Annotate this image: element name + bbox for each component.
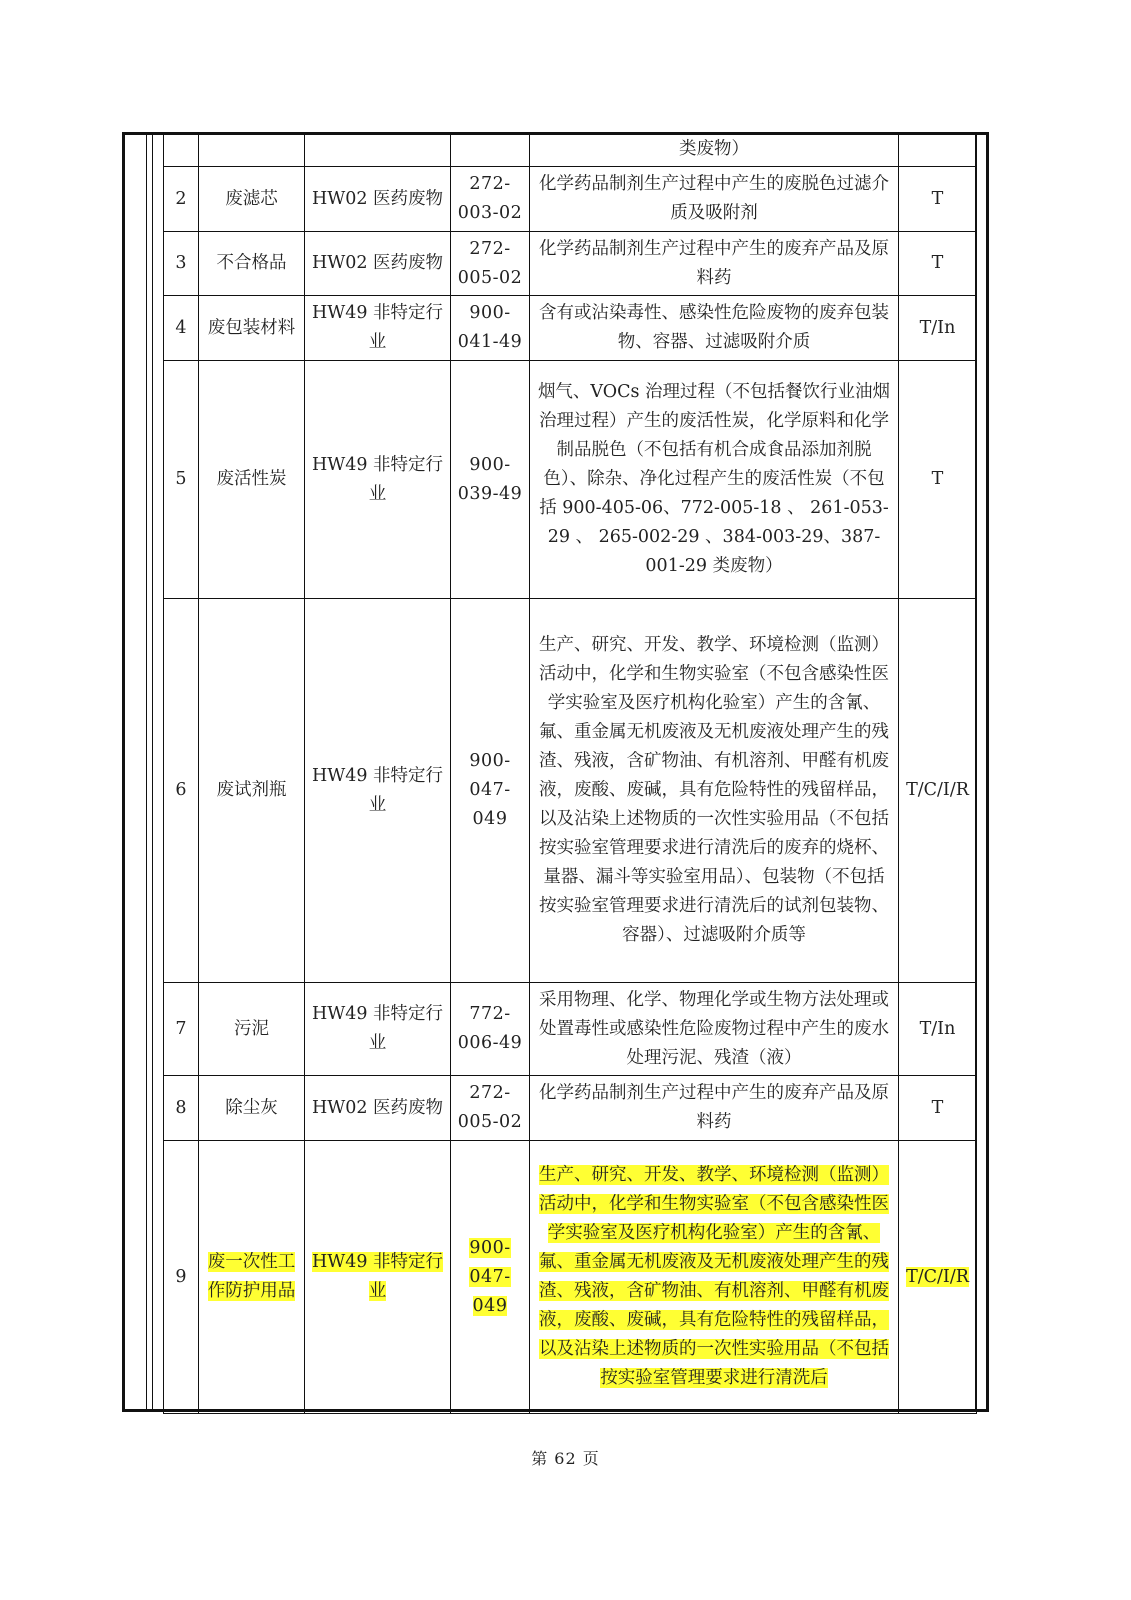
waste-description-cell: [530, 1141, 899, 1414]
waste-name-cell: [199, 983, 305, 1076]
waste-category-cell: [305, 1076, 451, 1141]
waste-name-cell: [199, 296, 305, 361]
waste-name: 污泥: [234, 1018, 269, 1039]
hazard-characteristic: T/C/I/R: [906, 780, 969, 800]
row-number: 5: [175, 469, 187, 489]
waste-name-cell: [199, 1076, 305, 1141]
table-row: [164, 232, 977, 296]
waste-code: 900-047-049: [469, 1237, 511, 1316]
row-number: 6: [175, 780, 187, 800]
hazard-characteristic: T/In: [919, 1018, 956, 1039]
waste-category: HW49 非特定行业: [311, 765, 444, 815]
waste-category-cell: [305, 1141, 451, 1414]
frame-rule-left-2: [152, 132, 153, 1412]
waste-name: 废滤芯: [225, 188, 278, 209]
waste-category-cell: [305, 361, 451, 599]
waste-category-cell: [305, 133, 451, 167]
waste-name-cell: [199, 1141, 305, 1414]
waste-name: 不合格品: [216, 253, 287, 273]
hazard-characteristic-cell: [899, 133, 977, 167]
waste-code-cell: [451, 232, 530, 296]
waste-code: 900-047-049: [469, 751, 511, 829]
waste-name-cell: [199, 167, 305, 232]
waste-code-cell: [451, 361, 530, 599]
hazard-characteristic-cell: [899, 361, 977, 599]
table-row: [164, 1076, 977, 1141]
hazard-characteristic-cell: [899, 1076, 977, 1141]
waste-category: HW02 医药废物: [311, 253, 444, 273]
waste-category: HW49 非特定行业: [311, 1252, 444, 1301]
hazard-characteristic: T: [931, 1097, 944, 1118]
hazardous-waste-table: [163, 132, 977, 1414]
row-number: 2: [175, 188, 187, 209]
hazard-characteristic: T: [931, 469, 944, 489]
waste-code-cell: [451, 296, 530, 361]
row-number-cell: [164, 1141, 199, 1414]
row-number-cell: [164, 167, 199, 232]
waste-name-cell: [199, 599, 305, 983]
waste-code-cell: [451, 133, 530, 167]
waste-name: 废一次性工作防护用品: [207, 1252, 296, 1301]
waste-description-cell: [530, 232, 899, 296]
hazard-characteristic: T/In: [919, 317, 956, 338]
waste-description: 化学药品制剂生产过程中产生的废弃产品及原料药: [539, 238, 889, 288]
row-number-cell: [164, 983, 199, 1076]
waste-category-cell: [305, 599, 451, 983]
waste-code: 772-006-49: [457, 1004, 523, 1053]
waste-description: 类废物）: [679, 139, 749, 159]
waste-code: 272-005-02: [457, 238, 523, 288]
waste-code: 272-005-02: [457, 1083, 523, 1132]
waste-name-cell: [199, 361, 305, 599]
waste-description-cell: [530, 983, 899, 1076]
waste-description: 化学药品制剂生产过程中产生的废弃产品及原料药: [539, 1083, 889, 1132]
waste-code: 272-003-02: [457, 174, 523, 223]
hazard-characteristic: T: [931, 253, 944, 273]
waste-description: 生产、研究、开发、教学、环境检测（监测）活动中，化学和生物实验室（不包含感染性医学实验室及医疗机构化验室）产生的含氰、氟、重金属无机废液及无机废液处理产生的残渣、残液，含矿物油、有机溶剂、甲醛有机废液，废酸、废碱，具有危险特性的残留样品，以及沾染上述物质的一次性实验用品（不包括按实验室管理要求进行清洗后的废弃的烧杯、量器、漏斗等实验室用品）、包装物（不包括按实验室管理要求进行清洗后的试剂包装物、容器）、过滤吸附介质等: [539, 635, 889, 945]
row-number: 8: [175, 1097, 187, 1118]
waste-category-cell: [305, 167, 451, 232]
row-number-cell: [164, 599, 199, 983]
hazard-characteristic: T/C/I/R: [906, 1266, 969, 1287]
waste-description: 化学药品制剂生产过程中产生的废脱色过滤介质及吸附剂: [539, 174, 889, 223]
waste-code-cell: [451, 983, 530, 1076]
waste-description: 生产、研究、开发、教学、环境检测（监测）活动中，化学和生物实验室（不包含感染性医学实验室及医疗机构化验室）产生的含氰、氟、重金属无机废液及无机废液处理产生的残渣、残液，含矿物油、有机溶剂、甲醛有机废液，废酸、废碱，具有危险特性的残留样品，以及沾染上述物质的一次性实验用品（不包括按实验室管理要求进行清洗后: [539, 1165, 889, 1388]
waste-category: HW49 非特定行业: [311, 303, 444, 352]
waste-name-cell: [199, 133, 305, 167]
hazard-characteristic-cell: [899, 983, 977, 1076]
waste-description-cell: [530, 599, 899, 983]
waste-name: 废活性炭: [216, 469, 287, 489]
waste-category: HW49 非特定行业: [311, 1004, 444, 1053]
row-number: 7: [175, 1018, 187, 1039]
hazard-characteristic-cell: [899, 599, 977, 983]
row-number-cell: [164, 232, 199, 296]
row-number: 9: [175, 1266, 187, 1287]
waste-name: 废试剂瓶: [216, 780, 287, 800]
waste-description-cell: [530, 167, 899, 232]
waste-category: HW49 非特定行业: [311, 454, 444, 504]
waste-description-cell: [530, 133, 899, 167]
waste-code-cell: [451, 1141, 530, 1414]
table-row: [164, 1141, 977, 1414]
table-row: [164, 296, 977, 361]
waste-name: 废包装材料: [207, 317, 296, 338]
waste-description: 采用物理、化学、物理化学或生物方法处理或处置毒性或感染性危险废物过程中产生的废水处理污泥、残渣（液）: [539, 989, 889, 1068]
row-number-cell: [164, 361, 199, 599]
hazard-characteristic-cell: [899, 167, 977, 232]
waste-description-cell: [530, 296, 899, 361]
frame-rule-left-1: [146, 132, 147, 1412]
waste-name-cell: [199, 232, 305, 296]
waste-code: 900-041-49: [457, 303, 523, 352]
row-number: 4: [175, 317, 187, 338]
hazard-characteristic-cell: [899, 296, 977, 361]
waste-code-cell: [451, 1076, 530, 1141]
table-row: [164, 983, 977, 1076]
table-row: [164, 599, 977, 983]
waste-code: 900-039-49: [457, 454, 523, 504]
waste-name: 除尘灰: [225, 1097, 278, 1118]
waste-code-cell: [451, 599, 530, 983]
row-number-cell: [164, 296, 199, 361]
row-number: 3: [175, 253, 187, 273]
table-row: [164, 167, 977, 232]
waste-category: HW02 医药废物: [311, 1097, 444, 1118]
waste-category-cell: [305, 296, 451, 361]
waste-category-cell: [305, 232, 451, 296]
table-row: [164, 361, 977, 599]
waste-description-cell: [530, 1076, 899, 1141]
waste-category: HW02 医药废物: [311, 188, 444, 209]
waste-description: 烟气、VOCs 治理过程（不包括餐饮行业油烟治理过程）产生的废活性炭，化学原料和化学制品脱色（不包括有机合成食品添加剂脱色）、除杂、净化过程产生的废活性炭（不包括 900-405-06、772-005-18 、 261-053-29 、 265-002-29 、384-003-29、387-001-29 类废物）: [537, 382, 891, 576]
waste-description: 含有或沾染毒性、感染性危险废物的废弃包装物、容器、过滤吸附介质: [539, 303, 889, 352]
hazard-characteristic-cell: [899, 1141, 977, 1414]
hazard-characteristic-cell: [899, 232, 977, 296]
row-number-cell: [164, 1076, 199, 1141]
page-number: 第 62 页: [531, 1449, 600, 1468]
row-number-cell: [164, 133, 199, 167]
table-row: [164, 133, 977, 167]
hazard-characteristic: T: [931, 188, 944, 209]
waste-description-cell: [530, 361, 899, 599]
waste-category-cell: [305, 983, 451, 1076]
waste-code-cell: [451, 167, 530, 232]
